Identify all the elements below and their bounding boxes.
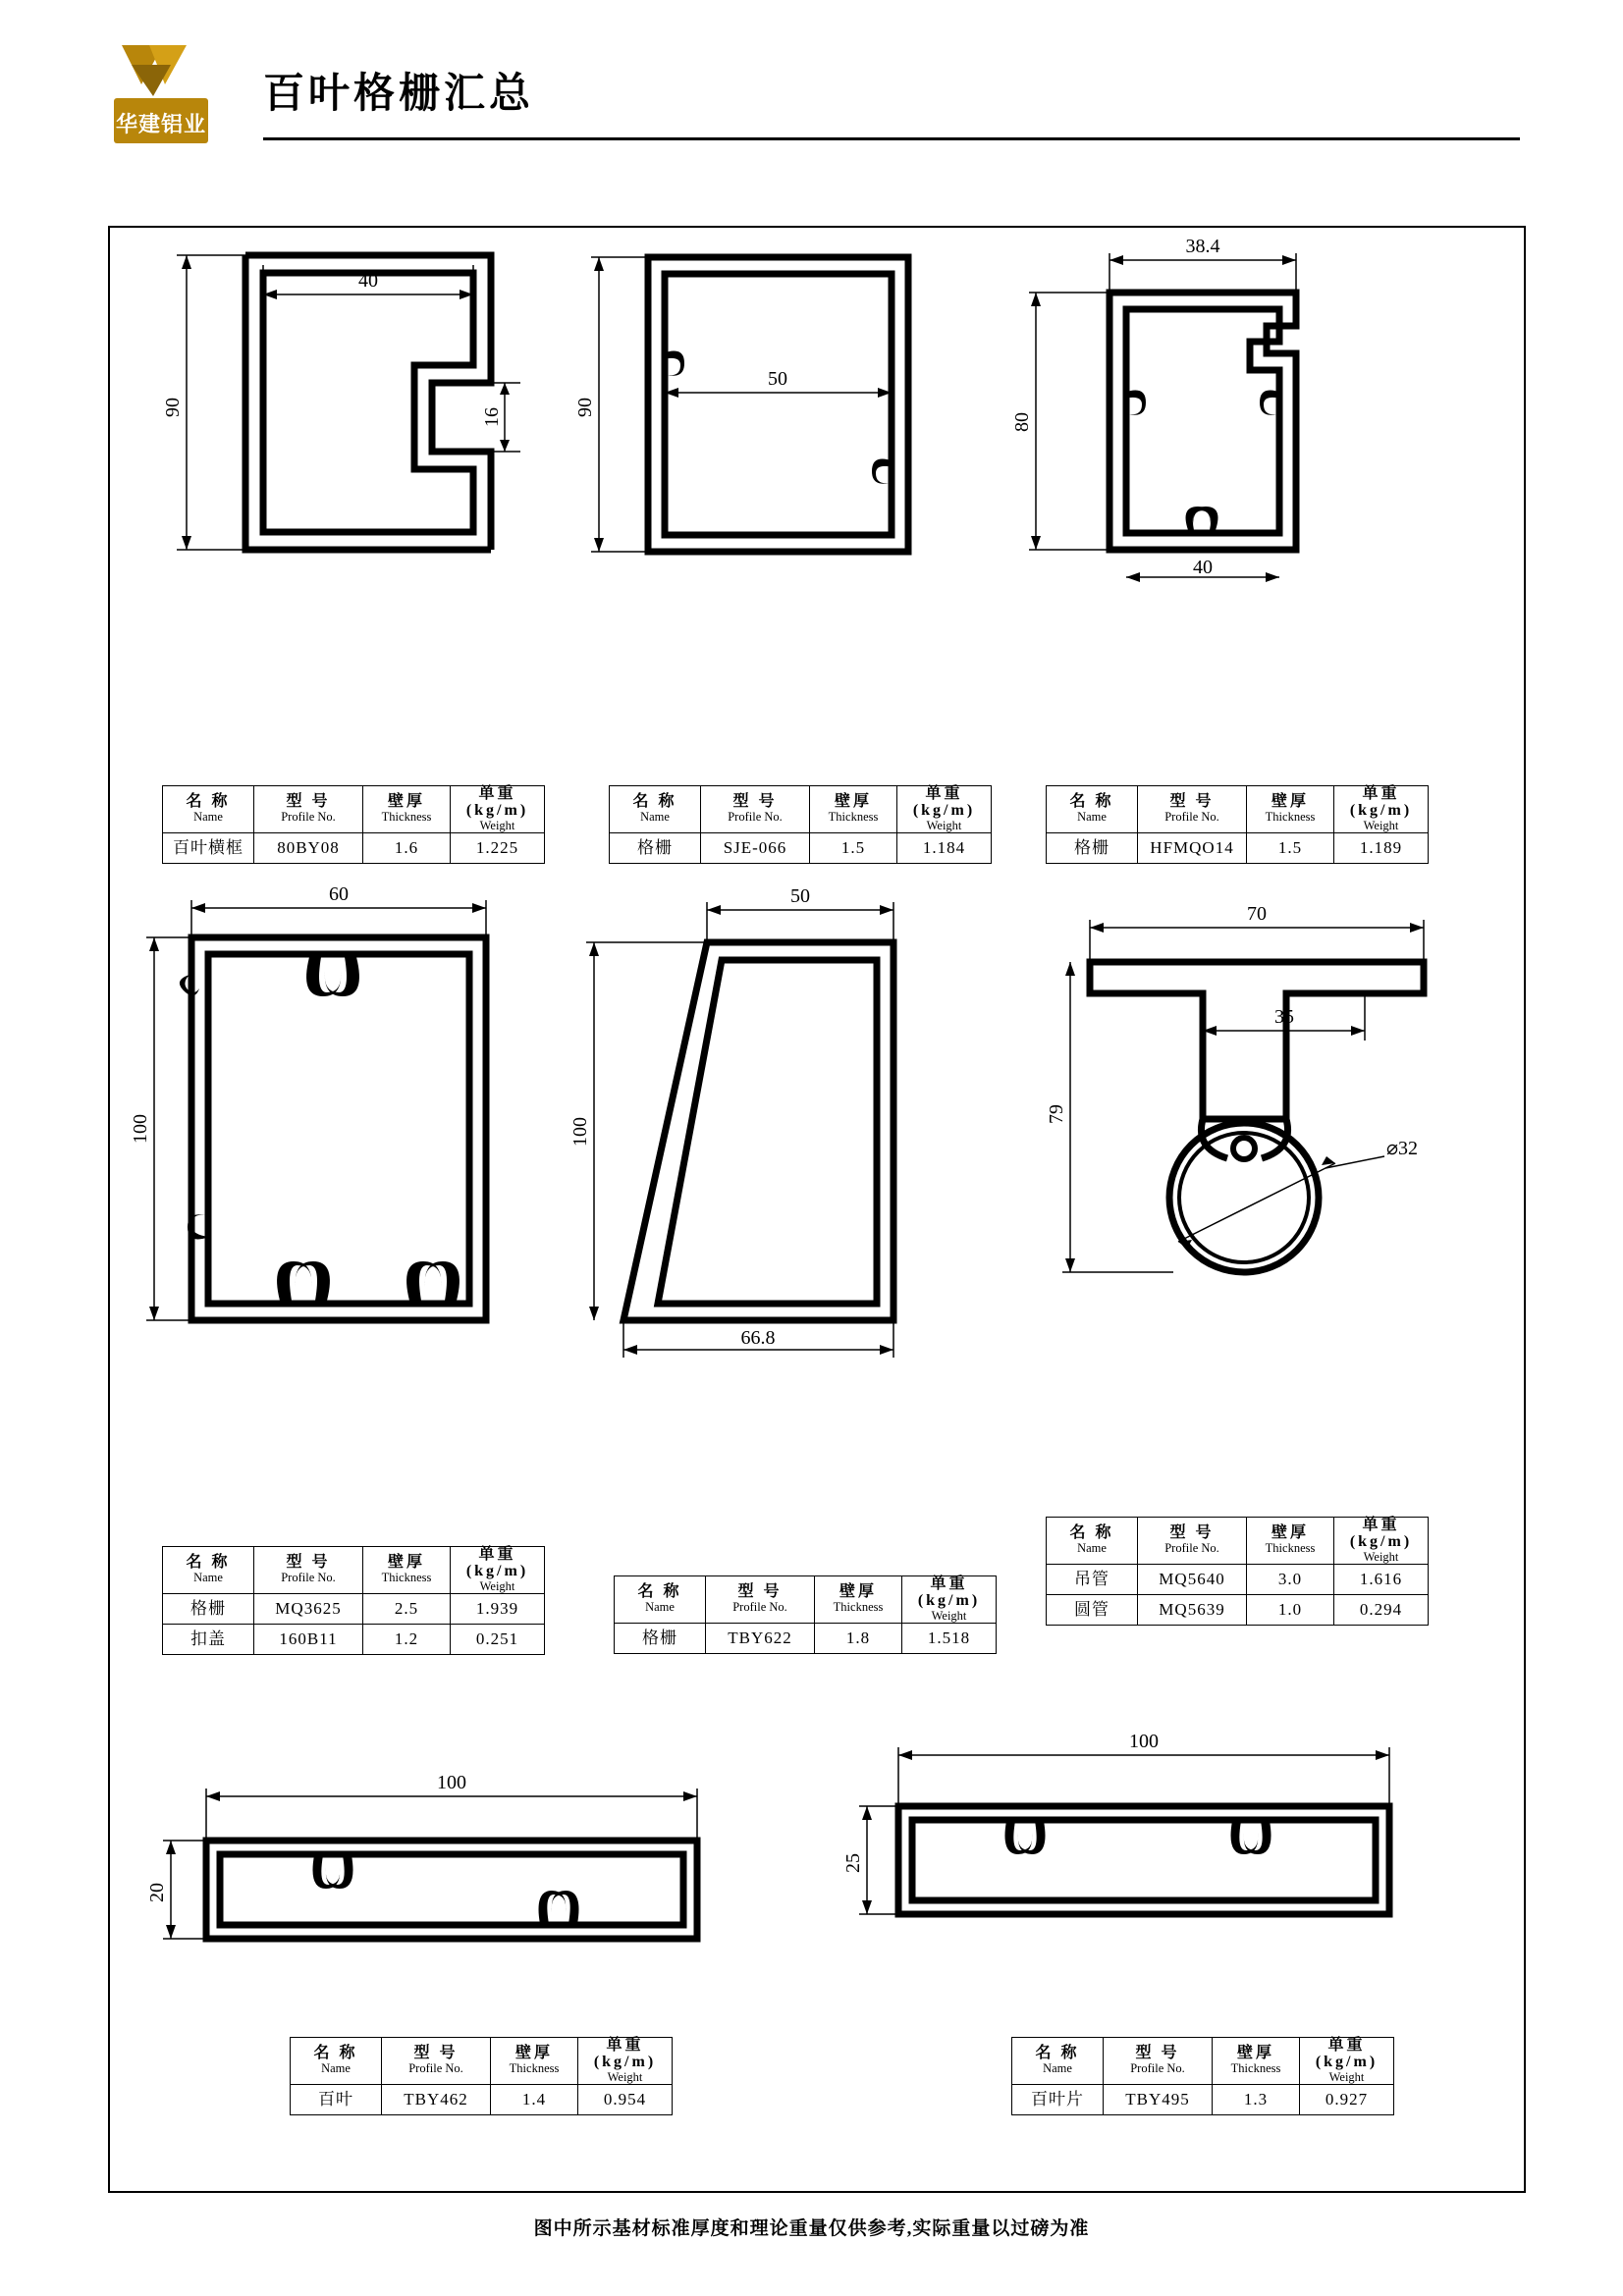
cell-model: TBY462: [382, 2084, 491, 2114]
cell-model: SJE-066: [701, 832, 810, 863]
th-weight-en: Weight: [926, 818, 962, 832]
th-thickness-cn: 壁厚: [1271, 793, 1309, 811]
dim-3-38-4: 38.4: [1185, 236, 1220, 257]
th-name-cn: 名 称: [1069, 793, 1114, 811]
cell-model: MQ5640: [1138, 1564, 1247, 1594]
th-model-cn: 型 号: [732, 793, 778, 811]
th-thickness-cn: 壁厚: [387, 793, 425, 811]
spec-table-2: [609, 785, 992, 864]
cell-model: MQ3625: [254, 1593, 363, 1624]
th-thickness-en: Thickness: [381, 810, 432, 825]
cell-weight: 0.251: [451, 1624, 545, 1654]
cell-thickness: 1.3: [1213, 2084, 1300, 2114]
table-header-row: [1012, 2038, 1394, 2085]
th-name-en: Name: [1077, 810, 1107, 825]
th-model-cn: 型 号: [1169, 1524, 1215, 1542]
th-model-cn: 型 号: [286, 793, 331, 811]
dim-2-50: 50: [768, 368, 787, 390]
table-row: [163, 1593, 545, 1624]
th-model-en: Profile No.: [728, 810, 783, 825]
th-name-cn: 名 称: [637, 1583, 682, 1601]
th-weight-cn: 单重(kg/m): [917, 1575, 981, 1609]
th-thickness-en: Thickness: [828, 810, 879, 825]
th-name-cn: 名 称: [1069, 1524, 1114, 1542]
company-logo: [102, 37, 230, 160]
cell-thickness: 1.5: [1247, 832, 1334, 863]
th-weight-cn: 单重(kg/m): [1349, 785, 1413, 819]
cell-name: 格栅: [615, 1623, 706, 1653]
th-name-en: Name: [1077, 1541, 1107, 1556]
dim-4-100: 100: [130, 1114, 151, 1144]
th-thickness-en: Thickness: [509, 2061, 560, 2076]
cell-thickness: 1.8: [815, 1623, 902, 1653]
table-row: [1012, 2084, 1394, 2114]
th-model-en: Profile No.: [281, 810, 336, 825]
th-weight-cn: 单重(kg/m): [465, 1546, 529, 1579]
th-thickness-cn: 壁厚: [839, 1583, 877, 1601]
table-header-row: [291, 2038, 673, 2085]
cell-model: HFMQO14: [1138, 832, 1247, 863]
dim-5-66-8: 66.8: [740, 1327, 776, 1349]
th-weight-en: Weight: [1363, 818, 1399, 832]
dim-6-70: 70: [1247, 903, 1267, 925]
cell-thickness: 2.5: [363, 1593, 451, 1624]
cell-model: MQ5639: [1138, 1594, 1247, 1625]
th-model-en: Profile No.: [732, 1600, 787, 1615]
page-title: 百叶格栅汇总: [263, 72, 535, 117]
table-row: [163, 832, 545, 863]
svg-text:华建铝业: 华建铝业: [115, 112, 207, 136]
table-header-row: [1047, 1518, 1429, 1565]
spec-table-3: [1046, 785, 1429, 864]
table-row: [1047, 832, 1429, 863]
footnote-text: 图中所示基材标准厚度和理论重量仅供参考,实际重量以过磅为准: [533, 2218, 1090, 2239]
cell-thickness: 1.0: [1247, 1594, 1334, 1625]
th-thickness-en: Thickness: [833, 1600, 884, 1615]
dim-7-100: 100: [437, 1772, 466, 1793]
cell-name: 圆管: [1047, 1594, 1138, 1625]
profile-drawing-2: [569, 236, 962, 609]
spec-table-6: [1046, 1517, 1429, 1626]
th-weight-cn: 单重(kg/m): [465, 785, 529, 819]
th-model-cn: 型 号: [1135, 2045, 1180, 2062]
cell-name: 格栅: [1047, 832, 1138, 863]
profile-drawing-4: [130, 883, 555, 1360]
th-model-cn: 型 号: [1169, 793, 1215, 811]
th-weight-en: Weight: [931, 1608, 967, 1623]
th-weight-en: Weight: [1363, 1549, 1399, 1564]
th-weight-en: Weight: [479, 1578, 515, 1593]
cell-weight: 1.225: [451, 832, 545, 863]
th-thickness-cn: 壁厚: [834, 793, 872, 811]
table-header-row: [163, 1547, 545, 1594]
profile-drawing-1: [147, 236, 560, 609]
table-row: [1047, 1564, 1429, 1594]
cell-weight: 1.184: [897, 832, 992, 863]
spec-table-8: [1011, 2037, 1394, 2115]
th-name-en: Name: [321, 2061, 351, 2076]
spec-table-5: [614, 1575, 997, 1654]
cell-weight: 1.939: [451, 1593, 545, 1624]
cell-name: 百叶片: [1012, 2084, 1104, 2114]
spec-table-1: [162, 785, 545, 864]
cell-name: 百叶横框: [163, 832, 254, 863]
th-name-cn: 名 称: [632, 793, 677, 811]
cell-model: TBY495: [1104, 2084, 1213, 2114]
dim-6-35: 35: [1274, 1006, 1294, 1028]
th-name-en: Name: [193, 1571, 223, 1585]
th-weight-cn: 单重(kg/m): [593, 2037, 657, 2070]
th-weight-en: Weight: [1328, 2069, 1365, 2084]
th-model-cn: 型 号: [737, 1583, 783, 1601]
th-weight-en: Weight: [607, 2069, 643, 2084]
dim-4-60: 60: [329, 883, 349, 905]
cell-thickness: 1.5: [810, 832, 897, 863]
cell-name: 格栅: [610, 832, 701, 863]
th-name-en: Name: [640, 810, 670, 825]
th-model-en: Profile No.: [281, 1571, 336, 1585]
th-thickness-cn: 壁厚: [387, 1554, 425, 1572]
table-row: [291, 2084, 673, 2114]
th-name-cn: 名 称: [1035, 2045, 1080, 2062]
th-model-en: Profile No.: [1164, 810, 1219, 825]
th-thickness-en: Thickness: [381, 1571, 432, 1585]
dim-8-100: 100: [1129, 1731, 1159, 1752]
table-header-row: [163, 786, 545, 833]
th-thickness-en: Thickness: [1230, 2061, 1281, 2076]
th-name-en: Name: [1043, 2061, 1072, 2076]
cell-name: 格栅: [163, 1593, 254, 1624]
table-header-row: [610, 786, 992, 833]
cell-thickness: 3.0: [1247, 1564, 1334, 1594]
dim-1-16: 16: [481, 407, 503, 427]
th-name-en: Name: [645, 1600, 675, 1615]
dim-1-40: 40: [358, 270, 378, 292]
cell-thickness: 1.4: [491, 2084, 578, 2114]
dim-2-90: 90: [574, 398, 596, 417]
table-row: [615, 1623, 997, 1653]
cell-name: 扣盖: [163, 1624, 254, 1654]
th-model-en: Profile No.: [408, 2061, 463, 2076]
profile-drawing-3: [1001, 236, 1394, 609]
table-row: [610, 832, 992, 863]
title-divider: [263, 137, 1520, 140]
th-model-en: Profile No.: [1130, 2061, 1185, 2076]
th-name-cn: 名 称: [186, 1554, 231, 1572]
th-model-cn: 型 号: [413, 2045, 459, 2062]
dim-1-90: 90: [162, 398, 184, 417]
th-model-cn: 型 号: [286, 1554, 331, 1572]
th-name-cn: 名 称: [186, 793, 231, 811]
cell-model: TBY622: [706, 1623, 815, 1653]
th-thickness-en: Thickness: [1265, 1541, 1316, 1556]
dim-5-50: 50: [790, 885, 810, 907]
dim-8-25: 25: [842, 1853, 864, 1873]
th-thickness-en: Thickness: [1265, 810, 1316, 825]
th-weight-cn: 单重(kg/m): [912, 785, 976, 819]
profile-drawing-6: [1041, 903, 1483, 1394]
dim-6-79: 79: [1046, 1104, 1067, 1124]
th-model-en: Profile No.: [1164, 1541, 1219, 1556]
dim-3-40: 40: [1193, 557, 1213, 578]
th-name-en: Name: [193, 810, 223, 825]
cell-model: 80BY08: [254, 832, 363, 863]
th-thickness-cn: 壁厚: [1236, 2045, 1274, 2062]
dim-3-80: 80: [1011, 412, 1033, 432]
profile-drawing-7: [137, 1757, 766, 1944]
spec-table-4: [162, 1546, 545, 1655]
th-name-cn: 名 称: [313, 2045, 358, 2062]
cell-name: 吊管: [1047, 1564, 1138, 1594]
th-weight-cn: 单重(kg/m): [1315, 2037, 1379, 2070]
dim-5-100: 100: [569, 1117, 591, 1147]
profile-drawing-8: [839, 1718, 1468, 1934]
cell-thickness: 1.2: [363, 1624, 451, 1654]
cell-weight: 1.518: [902, 1623, 997, 1653]
table-row: [1047, 1594, 1429, 1625]
cell-model: 160B11: [254, 1624, 363, 1654]
cell-name: 百叶: [291, 2084, 382, 2114]
th-weight-cn: 单重(kg/m): [1349, 1517, 1413, 1550]
spec-table-7: [290, 2037, 673, 2115]
table-header-row: [1047, 786, 1429, 833]
th-thickness-cn: 壁厚: [514, 2045, 553, 2062]
th-thickness-cn: 壁厚: [1271, 1524, 1309, 1542]
table-header-row: [615, 1576, 997, 1624]
cell-weight: 0.927: [1300, 2084, 1394, 2114]
cell-weight: 1.189: [1334, 832, 1429, 863]
profile-drawing-5: [565, 885, 977, 1369]
cell-weight: 1.616: [1334, 1564, 1429, 1594]
cell-thickness: 1.6: [363, 832, 451, 863]
table-row: [163, 1624, 545, 1654]
cell-weight: 0.954: [578, 2084, 673, 2114]
dim-6-diameter: ⌀32: [1386, 1138, 1419, 1159]
th-weight-en: Weight: [479, 818, 515, 832]
cell-weight: 0.294: [1334, 1594, 1429, 1625]
dim-7-20: 20: [146, 1883, 168, 1902]
